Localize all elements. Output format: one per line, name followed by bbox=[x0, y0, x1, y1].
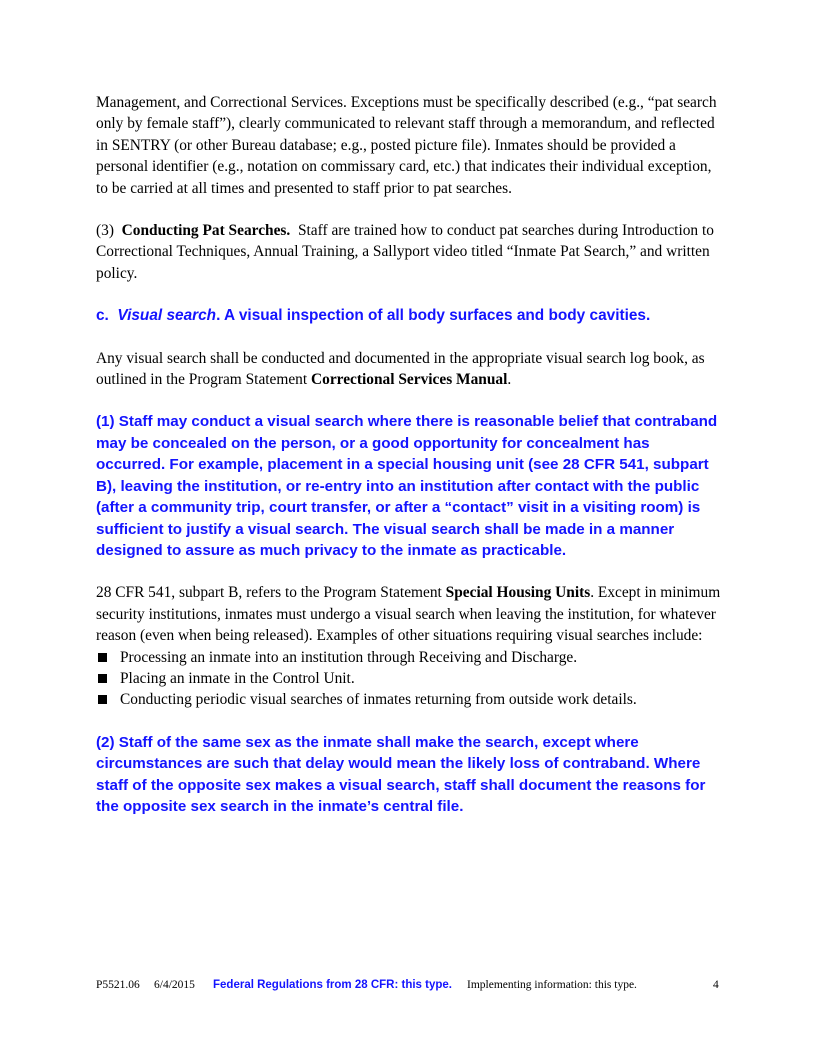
visual-log-paragraph bbox=[96, 348, 722, 391]
square-bullet-icon bbox=[98, 674, 107, 683]
list-item-text: Placing an inmate in the Control Unit. bbox=[120, 669, 355, 687]
visual-log-text: Any visual search shall be conducted and documented in the appropriate visual search log book, as outlined in the Program Statement bbox=[96, 349, 705, 389]
exceptions-paragraph: Management, and Correctional Services. Exceptions must be specifically described (e.g., “pat search only by female staff”), clearly communicated to relevant staff through a memorandum, and reflected in SENTRY (or other Bureau database; e.g., posted picture file). Inmates should be provided a personal identifier (e.g., notation on commissary card, etc.) that indicates their individual exception, to be carried at all times and presented to staff prior to pat searches. bbox=[96, 94, 717, 197]
visual-search-letter: c. bbox=[96, 307, 109, 325]
pat-search-paragraph bbox=[96, 220, 722, 284]
list-item-text: Processing an inmate into an institution through Receiving and Discharge. bbox=[120, 648, 578, 666]
special-housing-paragraph bbox=[96, 582, 722, 646]
list-item bbox=[96, 689, 722, 710]
visual-log-end: . bbox=[507, 371, 512, 389]
visual-search-definition: . A visual inspection of all body surfaces and body cavities. bbox=[216, 307, 651, 325]
list-item bbox=[96, 647, 722, 668]
regulation-paragraph-2: (2) Staff of the same sex as the inmate shall make the search, except where circumstances are such that delay would mean the likely loss of contraband. Where staff of the opposite sex makes a visual search, staff shall document the reasons for the opposite sex search in the inmate’s central file. bbox=[96, 733, 706, 815]
list-item-text: Conducting periodic visual searches of inmates returning from outside work details. bbox=[120, 691, 637, 709]
footer-date: 6/4/2015 bbox=[154, 979, 195, 991]
footer-implementing-legend: Implementing information: this type. bbox=[467, 979, 637, 991]
special-housing-text: 28 CFR 541, subpart B, refers to the Program Statement bbox=[96, 584, 446, 602]
visual-search-examples-list bbox=[96, 647, 722, 711]
pat-search-text: Staff are trained how to conduct pat searches during Introduction to Correctional Techniques, Annual Training, a Sallyport video titled “Inmate Pat Search,” and written policy. bbox=[96, 222, 714, 282]
pat-search-heading: Conducting Pat Searches. bbox=[121, 222, 291, 240]
visual-search-term: Visual search bbox=[117, 307, 217, 325]
special-housing-units-title: Special Housing Units bbox=[445, 584, 591, 602]
page-footer bbox=[96, 979, 722, 995]
correctional-services-manual-title: Correctional Services Manual bbox=[311, 371, 508, 389]
square-bullet-icon bbox=[98, 653, 107, 662]
footer-doc-number: P5521.06 bbox=[96, 979, 140, 991]
square-bullet-icon bbox=[98, 695, 107, 704]
visual-search-heading bbox=[96, 305, 722, 326]
footer-regulations-legend: Federal Regulations from 28 CFR: this type. bbox=[213, 979, 452, 991]
list-item bbox=[96, 668, 722, 689]
pat-search-number: (3) bbox=[96, 222, 114, 240]
special-housing-rest: . Except in minimum security institutions, inmates must undergo a visual search when leaving the institution, for whatever reason (even when being released). Examples of other situations requiring visual searches include: bbox=[96, 584, 721, 645]
document-page bbox=[96, 92, 722, 817]
footer-page-number: 4 bbox=[713, 979, 719, 991]
regulation-paragraph-1: (1) Staff may conduct a visual search where there is reasonable belief that contraband may be concealed on the person, or a good opportunity for concealment has occurred. For example, placement in a special housing unit (see 28 CFR 541, subpart B), leaving the institution, or re-entry into an institution after contact with the public (after a community trip, court transfer, or after a “contact” visit in a visiting room) is sufficient to justify a visual search. The visual search shall be made in a manner designed to assure as much privacy to the inmate as practicable. bbox=[96, 413, 718, 559]
